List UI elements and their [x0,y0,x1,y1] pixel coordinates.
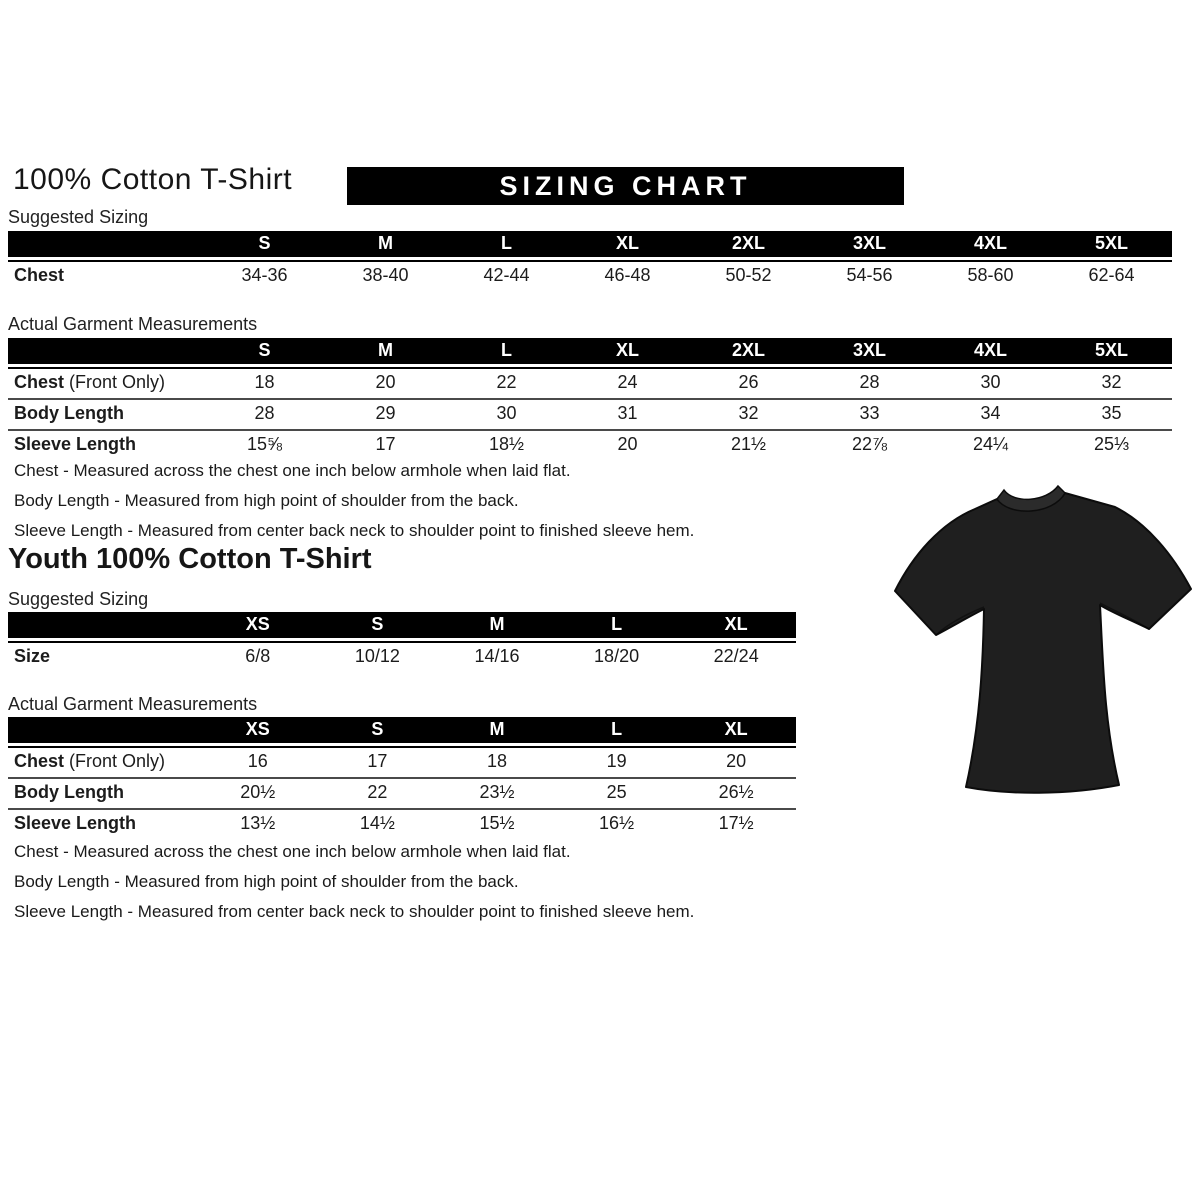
adult-suggested-sizing-heading: Suggested Sizing [8,207,149,227]
size-column-header: 2XL [688,338,809,367]
measurement-value: 33 [809,400,930,431]
measurement-row [8,367,1172,400]
size-column-header: XS [198,717,318,746]
measurement-value: 15⅝ [246,434,283,454]
row-label: Sleeve Length [14,434,137,454]
measurement-value: 20 [676,746,796,779]
measurement-value: 6/8 [198,641,318,672]
youth-measurement-notes [14,842,694,932]
size-column-header: 4XL [930,231,1051,260]
measurement-value: 23½ [437,779,557,810]
youth-actual-measurements-table [8,717,796,839]
row-label: Chest (Front Only) [8,367,204,400]
size-header-row [8,231,1172,260]
youth-actual-measurements-heading: Actual Garment Measurements [8,694,258,714]
size-column-header: S [204,231,325,260]
measurement-value: 17½ [718,813,754,833]
measurement-value: 16½ [599,813,635,833]
measurement-value: 20½ [198,779,318,810]
size-column-header: 5XL [1051,231,1172,260]
measurement-value: 34 [930,400,1051,431]
sizing-chart-banner: SIZING CHART [347,167,904,205]
measurement-row [8,400,1172,431]
measurement-value: 54-56 [809,260,930,291]
size-column-header: XL [567,231,688,260]
size-header-row [8,338,1172,367]
measurement-value: 26 [688,367,809,400]
adult-actual-measurements-table [8,338,1172,460]
adult-actual-measurements-heading: Actual Garment Measurements [8,314,258,334]
measurement-value: 25 [557,779,677,810]
measurement-value: 42-44 [446,260,567,291]
size-column-header: S [204,338,325,367]
row-label: Sleeve Length [14,813,137,833]
measurement-row [8,641,796,672]
size-column-header: XS [198,612,318,641]
note-chest: Chest - Measured across the chest one inch below armhole when laid flat. [14,842,571,861]
youth-suggested-sizing-table [8,612,796,672]
measurement-value: 38-40 [325,260,446,291]
measurement-value: 22/24 [676,641,796,672]
measurement-row [8,810,796,839]
measurement-value: 58-60 [930,260,1051,291]
adult-section-title: 100% Cotton T-Shirt [13,163,293,196]
row-label: Body Length [8,400,204,431]
header-spacer [8,717,198,746]
size-header-row [8,612,796,641]
measurement-value: 18/20 [557,641,677,672]
size-column-header: XL [676,612,796,641]
size-column-header: 2XL [688,231,809,260]
size-column-header: 5XL [1051,338,1172,367]
size-column-header: M [325,338,446,367]
youth-section-title: Youth 100% Cotton T-Shirt [8,543,372,575]
adult-suggested-sizing-table [8,231,1172,291]
row-label: Size [8,641,198,672]
measurement-value: 30 [446,400,567,431]
measurement-value: 32 [688,400,809,431]
youth-suggested-sizing-heading: Suggested Sizing [8,589,149,609]
size-column-header: S [318,612,438,641]
measurement-value: 24 [567,367,688,400]
measurement-value: 13½ [240,813,276,833]
measurement-value: 10/12 [318,641,438,672]
size-column-header: L [446,338,567,367]
measurement-value: 16 [198,746,318,779]
row-label: Body Length [8,779,198,810]
measurement-value: 50-52 [688,260,809,291]
measurement-value: 17 [318,746,438,779]
size-header-row [8,717,796,746]
header-spacer [8,231,204,260]
measurement-value: 34-36 [204,260,325,291]
size-column-header: 3XL [809,231,930,260]
measurement-value: 62-64 [1051,260,1172,291]
measurement-row [8,779,796,810]
measurement-value: 20 [325,367,446,400]
size-column-header: L [557,612,677,641]
header-spacer [8,612,198,641]
size-column-header: L [446,231,567,260]
tshirt-body [895,493,1191,793]
measurement-row [8,260,1172,291]
measurement-value: 29 [325,400,446,431]
measurement-value: 22⅞ [851,434,888,454]
measurement-value: 28 [204,400,325,431]
measurement-value: 14½ [359,813,395,833]
size-column-header: M [437,612,557,641]
note-body-length: Body Length - Measured from high point of shoulder from the back. [14,872,519,891]
measurement-value: 30 [930,367,1051,400]
measurement-value: 22 [318,779,438,810]
measurement-value: 32 [1051,367,1172,400]
note-sleeve-length: Sleeve Length - Measured from center back neck to shoulder point to finished sleeve hem. [14,902,695,921]
adult-measurement-notes [14,461,694,551]
size-column-header: M [325,231,446,260]
measurement-value: 22 [446,367,567,400]
measurement-value: 31 [567,400,688,431]
row-label: Chest (Front Only) [8,746,198,779]
measurement-value: 18 [437,746,557,779]
size-column-header: S [318,717,438,746]
measurement-value: 25⅓ [1093,434,1130,454]
size-column-header: 4XL [930,338,1051,367]
measurement-value: 21½ [730,434,767,454]
measurement-value: 20 [617,434,638,454]
measurement-row [8,746,796,779]
size-column-header: M [437,717,557,746]
measurement-row [8,431,1172,460]
size-column-header: XL [567,338,688,367]
measurement-value: 35 [1051,400,1172,431]
measurement-value: 19 [557,746,677,779]
measurement-value: 17 [375,434,396,454]
measurement-value: 18½ [488,434,525,454]
header-spacer [8,338,204,367]
note-chest: Chest - Measured across the chest one inch below armhole when laid flat. [14,461,571,480]
measurement-value: 14/16 [437,641,557,672]
size-column-header: XL [676,717,796,746]
measurement-value: 46-48 [567,260,688,291]
row-label: Chest [8,260,204,291]
note-body-length: Body Length - Measured from high point of shoulder from the back. [14,491,519,510]
measurement-value: 18 [204,367,325,400]
measurement-value: 26½ [676,779,796,810]
black-tshirt-image [893,477,1193,802]
measurement-value: 28 [809,367,930,400]
note-sleeve-length: Sleeve Length - Measured from center back neck to shoulder point to finished sleeve hem. [14,521,695,540]
measurement-value: 15½ [479,813,515,833]
tshirt-product-photo [893,477,1193,802]
size-column-header: 3XL [809,338,930,367]
measurement-value: 24¼ [972,434,1009,454]
size-column-header: L [557,717,677,746]
